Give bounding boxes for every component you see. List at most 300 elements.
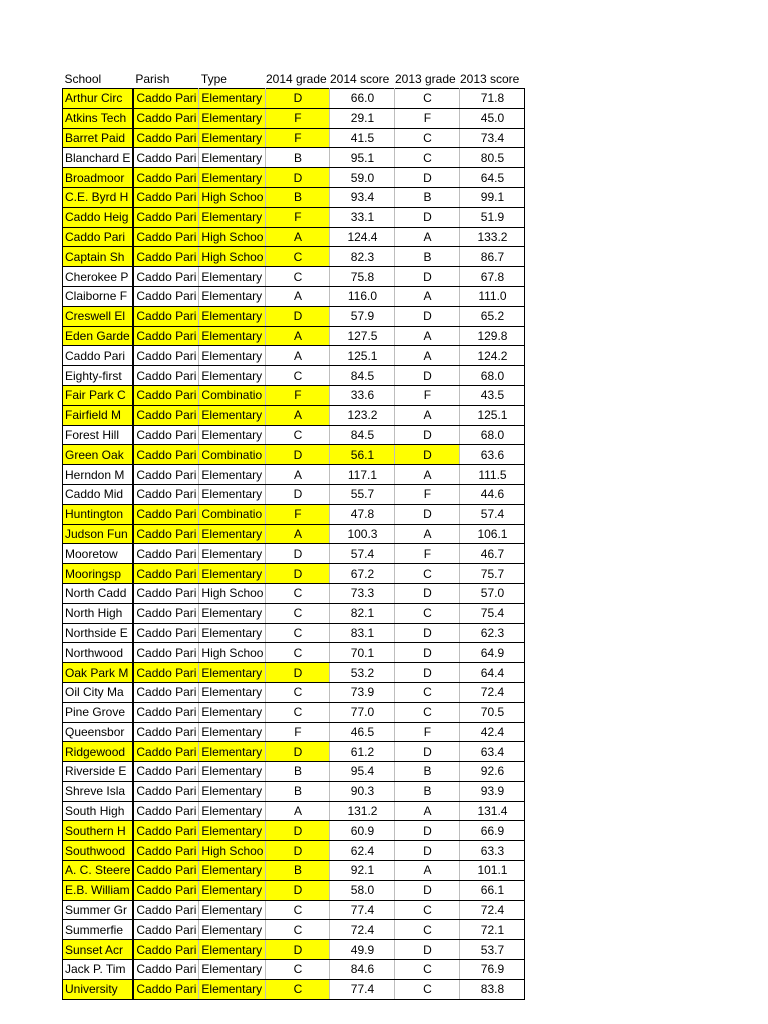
cell-parish[interactable]: Caddo Pari: [133, 385, 199, 405]
cell-2013-grade[interactable]: B: [395, 762, 460, 782]
cell-2014-score[interactable]: 124.4: [330, 227, 395, 247]
cell-school[interactable]: Cherokee P: [63, 267, 134, 287]
cell-2014-grade[interactable]: D: [266, 564, 330, 584]
cell-type[interactable]: Elementary: [199, 663, 266, 683]
cell-2014-score[interactable]: 131.2: [330, 801, 395, 821]
cell-2013-grade[interactable]: D: [395, 821, 460, 841]
cell-2014-score[interactable]: 84.6: [330, 960, 395, 980]
cell-2013-score[interactable]: 75.7: [460, 564, 525, 584]
cell-2013-grade[interactable]: C: [395, 960, 460, 980]
cell-school[interactable]: Mooretow: [63, 544, 134, 564]
cell-type[interactable]: Elementary: [199, 524, 266, 544]
cell-2014-grade[interactable]: A: [266, 227, 330, 247]
cell-2014-grade[interactable]: B: [266, 187, 330, 207]
cell-2014-grade[interactable]: A: [266, 405, 330, 425]
cell-school[interactable]: E.B. William: [63, 880, 134, 900]
cell-2014-grade[interactable]: C: [266, 960, 330, 980]
cell-type[interactable]: Elementary: [199, 544, 266, 564]
cell-school[interactable]: Eighty-first: [63, 366, 134, 386]
cell-2013-grade[interactable]: F: [395, 108, 460, 128]
cell-parish[interactable]: Caddo Pari: [133, 366, 199, 386]
cell-2014-score[interactable]: 59.0: [330, 168, 395, 188]
cell-2014-score[interactable]: 66.0: [330, 89, 395, 109]
cell-2014-grade[interactable]: B: [266, 762, 330, 782]
cell-2013-score[interactable]: 72.4: [460, 900, 525, 920]
cell-2013-score[interactable]: 64.4: [460, 663, 525, 683]
cell-2013-score[interactable]: 124.2: [460, 346, 525, 366]
cell-2014-grade[interactable]: F: [266, 722, 330, 742]
cell-parish[interactable]: Caddo Pari: [133, 168, 199, 188]
cell-2014-score[interactable]: 57.9: [330, 306, 395, 326]
cell-2013-score[interactable]: 125.1: [460, 405, 525, 425]
cell-2014-grade[interactable]: F: [266, 207, 330, 227]
cell-2014-grade[interactable]: A: [266, 465, 330, 485]
cell-type[interactable]: Elementary: [199, 89, 266, 109]
cell-2013-score[interactable]: 106.1: [460, 524, 525, 544]
cell-school[interactable]: A. C. Steere: [63, 861, 134, 881]
cell-2014-grade[interactable]: C: [266, 366, 330, 386]
cell-2014-score[interactable]: 58.0: [330, 880, 395, 900]
cell-2014-score[interactable]: 84.5: [330, 366, 395, 386]
cell-2014-grade[interactable]: B: [266, 781, 330, 801]
cell-parish[interactable]: Caddo Pari: [133, 207, 199, 227]
cell-school[interactable]: Northside E: [63, 623, 134, 643]
cell-2014-score[interactable]: 73.9: [330, 682, 395, 702]
cell-2013-score[interactable]: 66.9: [460, 821, 525, 841]
cell-2013-score[interactable]: 63.6: [460, 445, 525, 465]
cell-2014-grade[interactable]: D: [266, 841, 330, 861]
cell-2014-grade[interactable]: A: [266, 326, 330, 346]
cell-2014-grade[interactable]: D: [266, 544, 330, 564]
cell-school[interactable]: Fairfield M: [63, 405, 134, 425]
cell-2013-grade[interactable]: D: [395, 425, 460, 445]
cell-parish[interactable]: Caddo Pari: [133, 702, 199, 722]
cell-school[interactable]: Huntington: [63, 504, 134, 524]
cell-type[interactable]: High Schoo: [199, 187, 266, 207]
cell-type[interactable]: High Schoo: [199, 247, 266, 267]
cell-parish[interactable]: Caddo Pari: [133, 227, 199, 247]
cell-2013-score[interactable]: 70.5: [460, 702, 525, 722]
cell-school[interactable]: Shreve Isla: [63, 781, 134, 801]
cell-parish[interactable]: Caddo Pari: [133, 623, 199, 643]
cell-parish[interactable]: Caddo Pari: [133, 643, 199, 663]
cell-2014-grade[interactable]: B: [266, 148, 330, 168]
cell-2014-score[interactable]: 93.4: [330, 187, 395, 207]
cell-2013-score[interactable]: 93.9: [460, 781, 525, 801]
cell-2013-grade[interactable]: F: [395, 385, 460, 405]
cell-2013-grade[interactable]: D: [395, 643, 460, 663]
cell-2014-score[interactable]: 82.3: [330, 247, 395, 267]
cell-2014-score[interactable]: 47.8: [330, 504, 395, 524]
cell-type[interactable]: Elementary: [199, 484, 266, 504]
cell-2013-grade[interactable]: D: [395, 880, 460, 900]
cell-school[interactable]: Southwood: [63, 841, 134, 861]
cell-school[interactable]: Riverside E: [63, 762, 134, 782]
cell-type[interactable]: Elementary: [199, 801, 266, 821]
cell-parish[interactable]: Caddo Pari: [133, 108, 199, 128]
cell-school[interactable]: Arthur Circ: [63, 89, 134, 109]
cell-2014-score[interactable]: 56.1: [330, 445, 395, 465]
cell-2014-grade[interactable]: C: [266, 425, 330, 445]
cell-parish[interactable]: Caddo Pari: [133, 128, 199, 148]
cell-type[interactable]: Elementary: [199, 702, 266, 722]
cell-2014-grade[interactable]: D: [266, 89, 330, 109]
cell-school[interactable]: Sunset Acr: [63, 940, 134, 960]
cell-type[interactable]: High Schoo: [199, 643, 266, 663]
cell-type[interactable]: Elementary: [199, 326, 266, 346]
cell-school[interactable]: Blanchard E: [63, 148, 134, 168]
cell-2014-grade[interactable]: D: [266, 168, 330, 188]
cell-type[interactable]: Elementary: [199, 306, 266, 326]
cell-2013-score[interactable]: 45.0: [460, 108, 525, 128]
cell-2014-score[interactable]: 49.9: [330, 940, 395, 960]
cell-2013-grade[interactable]: C: [395, 128, 460, 148]
cell-2013-score[interactable]: 67.8: [460, 267, 525, 287]
cell-type[interactable]: Elementary: [199, 286, 266, 306]
cell-2013-grade[interactable]: D: [395, 504, 460, 524]
cell-school[interactable]: Caddo Pari: [63, 227, 134, 247]
cell-2013-grade[interactable]: F: [395, 544, 460, 564]
cell-type[interactable]: Elementary: [199, 742, 266, 762]
cell-school[interactable]: Southern H: [63, 821, 134, 841]
cell-2013-score[interactable]: 131.4: [460, 801, 525, 821]
cell-2014-score[interactable]: 116.0: [330, 286, 395, 306]
cell-parish[interactable]: Caddo Pari: [133, 504, 199, 524]
cell-parish[interactable]: Caddo Pari: [133, 524, 199, 544]
cell-2013-grade[interactable]: F: [395, 722, 460, 742]
cell-2014-grade[interactable]: D: [266, 742, 330, 762]
cell-2013-grade[interactable]: D: [395, 940, 460, 960]
cell-2013-grade[interactable]: A: [395, 801, 460, 821]
cell-2013-score[interactable]: 57.4: [460, 504, 525, 524]
cell-school[interactable]: Herndon M: [63, 465, 134, 485]
cell-parish[interactable]: Caddo Pari: [133, 267, 199, 287]
cell-2013-grade[interactable]: D: [395, 306, 460, 326]
cell-2014-grade[interactable]: C: [266, 920, 330, 940]
cell-parish[interactable]: Caddo Pari: [133, 900, 199, 920]
cell-2014-score[interactable]: 46.5: [330, 722, 395, 742]
cell-2014-grade[interactable]: A: [266, 801, 330, 821]
header-type[interactable]: Type: [200, 72, 227, 86]
cell-2014-score[interactable]: 73.3: [330, 583, 395, 603]
cell-parish[interactable]: Caddo Pari: [133, 564, 199, 584]
cell-2014-grade[interactable]: D: [266, 445, 330, 465]
cell-parish[interactable]: Caddo Pari: [133, 425, 199, 445]
cell-2013-score[interactable]: 44.6: [460, 484, 525, 504]
cell-type[interactable]: Combinatio: [199, 385, 266, 405]
cell-2014-grade[interactable]: B: [266, 861, 330, 881]
cell-parish[interactable]: Caddo Pari: [133, 148, 199, 168]
cell-parish[interactable]: Caddo Pari: [133, 247, 199, 267]
cell-2013-grade[interactable]: C: [395, 564, 460, 584]
cell-2013-score[interactable]: 63.4: [460, 742, 525, 762]
cell-school[interactable]: South High: [63, 801, 134, 821]
cell-school[interactable]: Caddo Mid: [63, 484, 134, 504]
cell-2013-grade[interactable]: A: [395, 227, 460, 247]
cell-2013-score[interactable]: 101.1: [460, 861, 525, 881]
cell-type[interactable]: Elementary: [199, 108, 266, 128]
cell-2014-grade[interactable]: C: [266, 702, 330, 722]
cell-type[interactable]: Elementary: [199, 623, 266, 643]
cell-2014-grade[interactable]: C: [266, 979, 330, 999]
cell-parish[interactable]: Caddo Pari: [133, 861, 199, 881]
cell-2014-score[interactable]: 84.5: [330, 425, 395, 445]
cell-2013-grade[interactable]: F: [395, 484, 460, 504]
cell-parish[interactable]: Caddo Pari: [133, 880, 199, 900]
cell-parish[interactable]: Caddo Pari: [133, 346, 199, 366]
cell-parish[interactable]: Caddo Pari: [133, 979, 199, 999]
cell-2013-score[interactable]: 51.9: [460, 207, 525, 227]
cell-school[interactable]: Caddo Heig: [63, 207, 134, 227]
cell-2013-grade[interactable]: D: [395, 841, 460, 861]
cell-type[interactable]: Elementary: [199, 366, 266, 386]
cell-2013-score[interactable]: 65.2: [460, 306, 525, 326]
cell-2013-grade[interactable]: A: [395, 465, 460, 485]
cell-2013-grade[interactable]: A: [395, 346, 460, 366]
cell-school[interactable]: Oil City Ma: [63, 682, 134, 702]
cell-2014-score[interactable]: 62.4: [330, 841, 395, 861]
cell-2013-grade[interactable]: C: [395, 979, 460, 999]
cell-school[interactable]: Green Oak: [63, 445, 134, 465]
header-2013-score[interactable]: 2013 score: [459, 72, 520, 86]
cell-parish[interactable]: Caddo Pari: [133, 920, 199, 940]
cell-2013-score[interactable]: 92.6: [460, 762, 525, 782]
cell-2013-grade[interactable]: D: [395, 623, 460, 643]
cell-2013-score[interactable]: 73.4: [460, 128, 525, 148]
cell-type[interactable]: Elementary: [199, 168, 266, 188]
cell-2014-grade[interactable]: A: [266, 524, 330, 544]
cell-school[interactable]: Pine Grove: [63, 702, 134, 722]
cell-type[interactable]: Elementary: [199, 465, 266, 485]
cell-type[interactable]: Elementary: [199, 564, 266, 584]
cell-2013-grade[interactable]: B: [395, 247, 460, 267]
cell-parish[interactable]: Caddo Pari: [133, 544, 199, 564]
cell-2013-grade[interactable]: A: [395, 326, 460, 346]
cell-school[interactable]: Forest Hill: [63, 425, 134, 445]
cell-type[interactable]: Combinatio: [199, 445, 266, 465]
cell-parish[interactable]: Caddo Pari: [133, 841, 199, 861]
cell-school[interactable]: North High: [63, 603, 134, 623]
cell-2014-score[interactable]: 83.1: [330, 623, 395, 643]
cell-2014-grade[interactable]: C: [266, 682, 330, 702]
cell-school[interactable]: North Cadd: [63, 583, 134, 603]
cell-type[interactable]: Elementary: [199, 821, 266, 841]
header-2014-grade[interactable]: 2014 grade: [265, 72, 327, 86]
cell-parish[interactable]: Caddo Pari: [133, 187, 199, 207]
cell-2014-score[interactable]: 29.1: [330, 108, 395, 128]
cell-2013-grade[interactable]: D: [395, 742, 460, 762]
cell-school[interactable]: C.E. Byrd H: [63, 187, 134, 207]
cell-type[interactable]: Elementary: [199, 781, 266, 801]
cell-type[interactable]: Elementary: [199, 405, 266, 425]
cell-2014-grade[interactable]: A: [266, 286, 330, 306]
cell-2014-score[interactable]: 57.4: [330, 544, 395, 564]
cell-school[interactable]: University: [63, 979, 134, 999]
cell-parish[interactable]: Caddo Pari: [133, 326, 199, 346]
cell-type[interactable]: Elementary: [199, 960, 266, 980]
cell-school[interactable]: Mooringsp: [63, 564, 134, 584]
cell-2013-grade[interactable]: D: [395, 663, 460, 683]
cell-type[interactable]: Elementary: [199, 207, 266, 227]
cell-type[interactable]: Elementary: [199, 682, 266, 702]
cell-type[interactable]: Elementary: [199, 148, 266, 168]
cell-school[interactable]: Broadmoor: [63, 168, 134, 188]
cell-2013-score[interactable]: 75.4: [460, 603, 525, 623]
cell-school[interactable]: Claiborne F: [63, 286, 134, 306]
cell-type[interactable]: Elementary: [199, 346, 266, 366]
cell-type[interactable]: High Schoo: [199, 841, 266, 861]
cell-school[interactable]: Captain Sh: [63, 247, 134, 267]
cell-parish[interactable]: Caddo Pari: [133, 603, 199, 623]
cell-2013-score[interactable]: 42.4: [460, 722, 525, 742]
cell-parish[interactable]: Caddo Pari: [133, 742, 199, 762]
cell-2014-score[interactable]: 77.4: [330, 979, 395, 999]
cell-2014-score[interactable]: 123.2: [330, 405, 395, 425]
cell-type[interactable]: Elementary: [199, 128, 266, 148]
cell-2013-grade[interactable]: D: [395, 207, 460, 227]
cell-parish[interactable]: Caddo Pari: [133, 89, 199, 109]
header-2014-score[interactable]: 2014 score: [329, 72, 390, 86]
cell-2013-grade[interactable]: C: [395, 682, 460, 702]
cell-type[interactable]: Elementary: [199, 880, 266, 900]
cell-2014-score[interactable]: 127.5: [330, 326, 395, 346]
cell-2013-score[interactable]: 129.8: [460, 326, 525, 346]
cell-2014-grade[interactable]: D: [266, 306, 330, 326]
cell-2013-grade[interactable]: D: [395, 445, 460, 465]
cell-2014-score[interactable]: 41.5: [330, 128, 395, 148]
cell-2014-score[interactable]: 125.1: [330, 346, 395, 366]
cell-2014-grade[interactable]: D: [266, 940, 330, 960]
cell-2014-score[interactable]: 55.7: [330, 484, 395, 504]
cell-parish[interactable]: Caddo Pari: [133, 781, 199, 801]
cell-2013-score[interactable]: 76.9: [460, 960, 525, 980]
cell-2013-grade[interactable]: C: [395, 900, 460, 920]
cell-parish[interactable]: Caddo Pari: [133, 484, 199, 504]
cell-type[interactable]: Elementary: [199, 861, 266, 881]
cell-type[interactable]: Elementary: [199, 979, 266, 999]
cell-parish[interactable]: Caddo Pari: [133, 465, 199, 485]
cell-parish[interactable]: Caddo Pari: [133, 940, 199, 960]
cell-2013-score[interactable]: 111.0: [460, 286, 525, 306]
cell-2014-grade[interactable]: C: [266, 623, 330, 643]
cell-type[interactable]: Elementary: [199, 722, 266, 742]
cell-school[interactable]: Ridgewood: [63, 742, 134, 762]
cell-2013-grade[interactable]: D: [395, 168, 460, 188]
cell-2013-score[interactable]: 111.5: [460, 465, 525, 485]
cell-school[interactable]: Northwood: [63, 643, 134, 663]
cell-2013-score[interactable]: 83.8: [460, 979, 525, 999]
cell-parish[interactable]: Caddo Pari: [133, 821, 199, 841]
cell-2013-grade[interactable]: D: [395, 366, 460, 386]
cell-school[interactable]: Summerfie: [63, 920, 134, 940]
cell-school[interactable]: Creswell El: [63, 306, 134, 326]
cell-parish[interactable]: Caddo Pari: [133, 663, 199, 683]
cell-parish[interactable]: Caddo Pari: [133, 722, 199, 742]
cell-2014-score[interactable]: 70.1: [330, 643, 395, 663]
cell-parish[interactable]: Caddo Pari: [133, 445, 199, 465]
cell-2013-grade[interactable]: C: [395, 702, 460, 722]
cell-2014-grade[interactable]: F: [266, 504, 330, 524]
cell-2014-grade[interactable]: F: [266, 385, 330, 405]
cell-2013-grade[interactable]: A: [395, 524, 460, 544]
cell-2013-score[interactable]: 66.1: [460, 880, 525, 900]
cell-2014-score[interactable]: 95.1: [330, 148, 395, 168]
cell-2014-grade[interactable]: C: [266, 643, 330, 663]
cell-type[interactable]: Combinatio: [199, 504, 266, 524]
cell-2014-score[interactable]: 100.3: [330, 524, 395, 544]
cell-2013-score[interactable]: 64.9: [460, 643, 525, 663]
cell-2013-score[interactable]: 46.7: [460, 544, 525, 564]
cell-2014-score[interactable]: 67.2: [330, 564, 395, 584]
cell-2013-score[interactable]: 63.3: [460, 841, 525, 861]
cell-2014-score[interactable]: 60.9: [330, 821, 395, 841]
cell-type[interactable]: Elementary: [199, 267, 266, 287]
cell-2014-score[interactable]: 33.6: [330, 385, 395, 405]
cell-2013-score[interactable]: 71.8: [460, 89, 525, 109]
cell-parish[interactable]: Caddo Pari: [133, 801, 199, 821]
cell-2013-score[interactable]: 64.5: [460, 168, 525, 188]
cell-type[interactable]: Elementary: [199, 940, 266, 960]
cell-2013-score[interactable]: 72.1: [460, 920, 525, 940]
cell-2014-grade[interactable]: D: [266, 821, 330, 841]
cell-2013-score[interactable]: 72.4: [460, 682, 525, 702]
cell-2013-grade[interactable]: C: [395, 920, 460, 940]
cell-2014-score[interactable]: 77.4: [330, 900, 395, 920]
cell-2014-grade[interactable]: C: [266, 900, 330, 920]
cell-2014-score[interactable]: 72.4: [330, 920, 395, 940]
cell-2013-grade[interactable]: D: [395, 583, 460, 603]
cell-2013-score[interactable]: 57.0: [460, 583, 525, 603]
cell-2013-score[interactable]: 80.5: [460, 148, 525, 168]
cell-2014-score[interactable]: 95.4: [330, 762, 395, 782]
cell-2013-grade[interactable]: B: [395, 781, 460, 801]
cell-2013-score[interactable]: 62.3: [460, 623, 525, 643]
cell-2013-grade[interactable]: D: [395, 267, 460, 287]
cell-2013-score[interactable]: 68.0: [460, 366, 525, 386]
cell-type[interactable]: High Schoo: [199, 583, 266, 603]
cell-2013-score[interactable]: 53.7: [460, 940, 525, 960]
cell-2013-score[interactable]: 43.5: [460, 385, 525, 405]
cell-2014-score[interactable]: 53.2: [330, 663, 395, 683]
cell-2014-grade[interactable]: A: [266, 346, 330, 366]
cell-2013-grade[interactable]: A: [395, 286, 460, 306]
cell-type[interactable]: Elementary: [199, 425, 266, 445]
cell-type[interactable]: Elementary: [199, 762, 266, 782]
cell-school[interactable]: Atkins Tech: [63, 108, 134, 128]
cell-school[interactable]: Eden Garde: [63, 326, 134, 346]
cell-2014-grade[interactable]: D: [266, 484, 330, 504]
cell-school[interactable]: Barret Paid: [63, 128, 134, 148]
cell-2014-score[interactable]: 75.8: [330, 267, 395, 287]
cell-type[interactable]: High Schoo: [199, 227, 266, 247]
cell-school[interactable]: Oak Park M: [63, 663, 134, 683]
cell-2014-grade[interactable]: C: [266, 583, 330, 603]
cell-2013-grade[interactable]: A: [395, 405, 460, 425]
cell-parish[interactable]: Caddo Pari: [133, 682, 199, 702]
cell-school[interactable]: Fair Park C: [63, 385, 134, 405]
cell-type[interactable]: Elementary: [199, 900, 266, 920]
cell-2014-grade[interactable]: C: [266, 603, 330, 623]
cell-2013-grade[interactable]: C: [395, 89, 460, 109]
cell-2014-score[interactable]: 90.3: [330, 781, 395, 801]
cell-type[interactable]: Elementary: [199, 603, 266, 623]
cell-school[interactable]: Queensbor: [63, 722, 134, 742]
cell-2014-score[interactable]: 33.1: [330, 207, 395, 227]
cell-2014-score[interactable]: 61.2: [330, 742, 395, 762]
cell-2013-score[interactable]: 133.2: [460, 227, 525, 247]
cell-2014-score[interactable]: 77.0: [330, 702, 395, 722]
cell-parish[interactable]: Caddo Pari: [133, 762, 199, 782]
